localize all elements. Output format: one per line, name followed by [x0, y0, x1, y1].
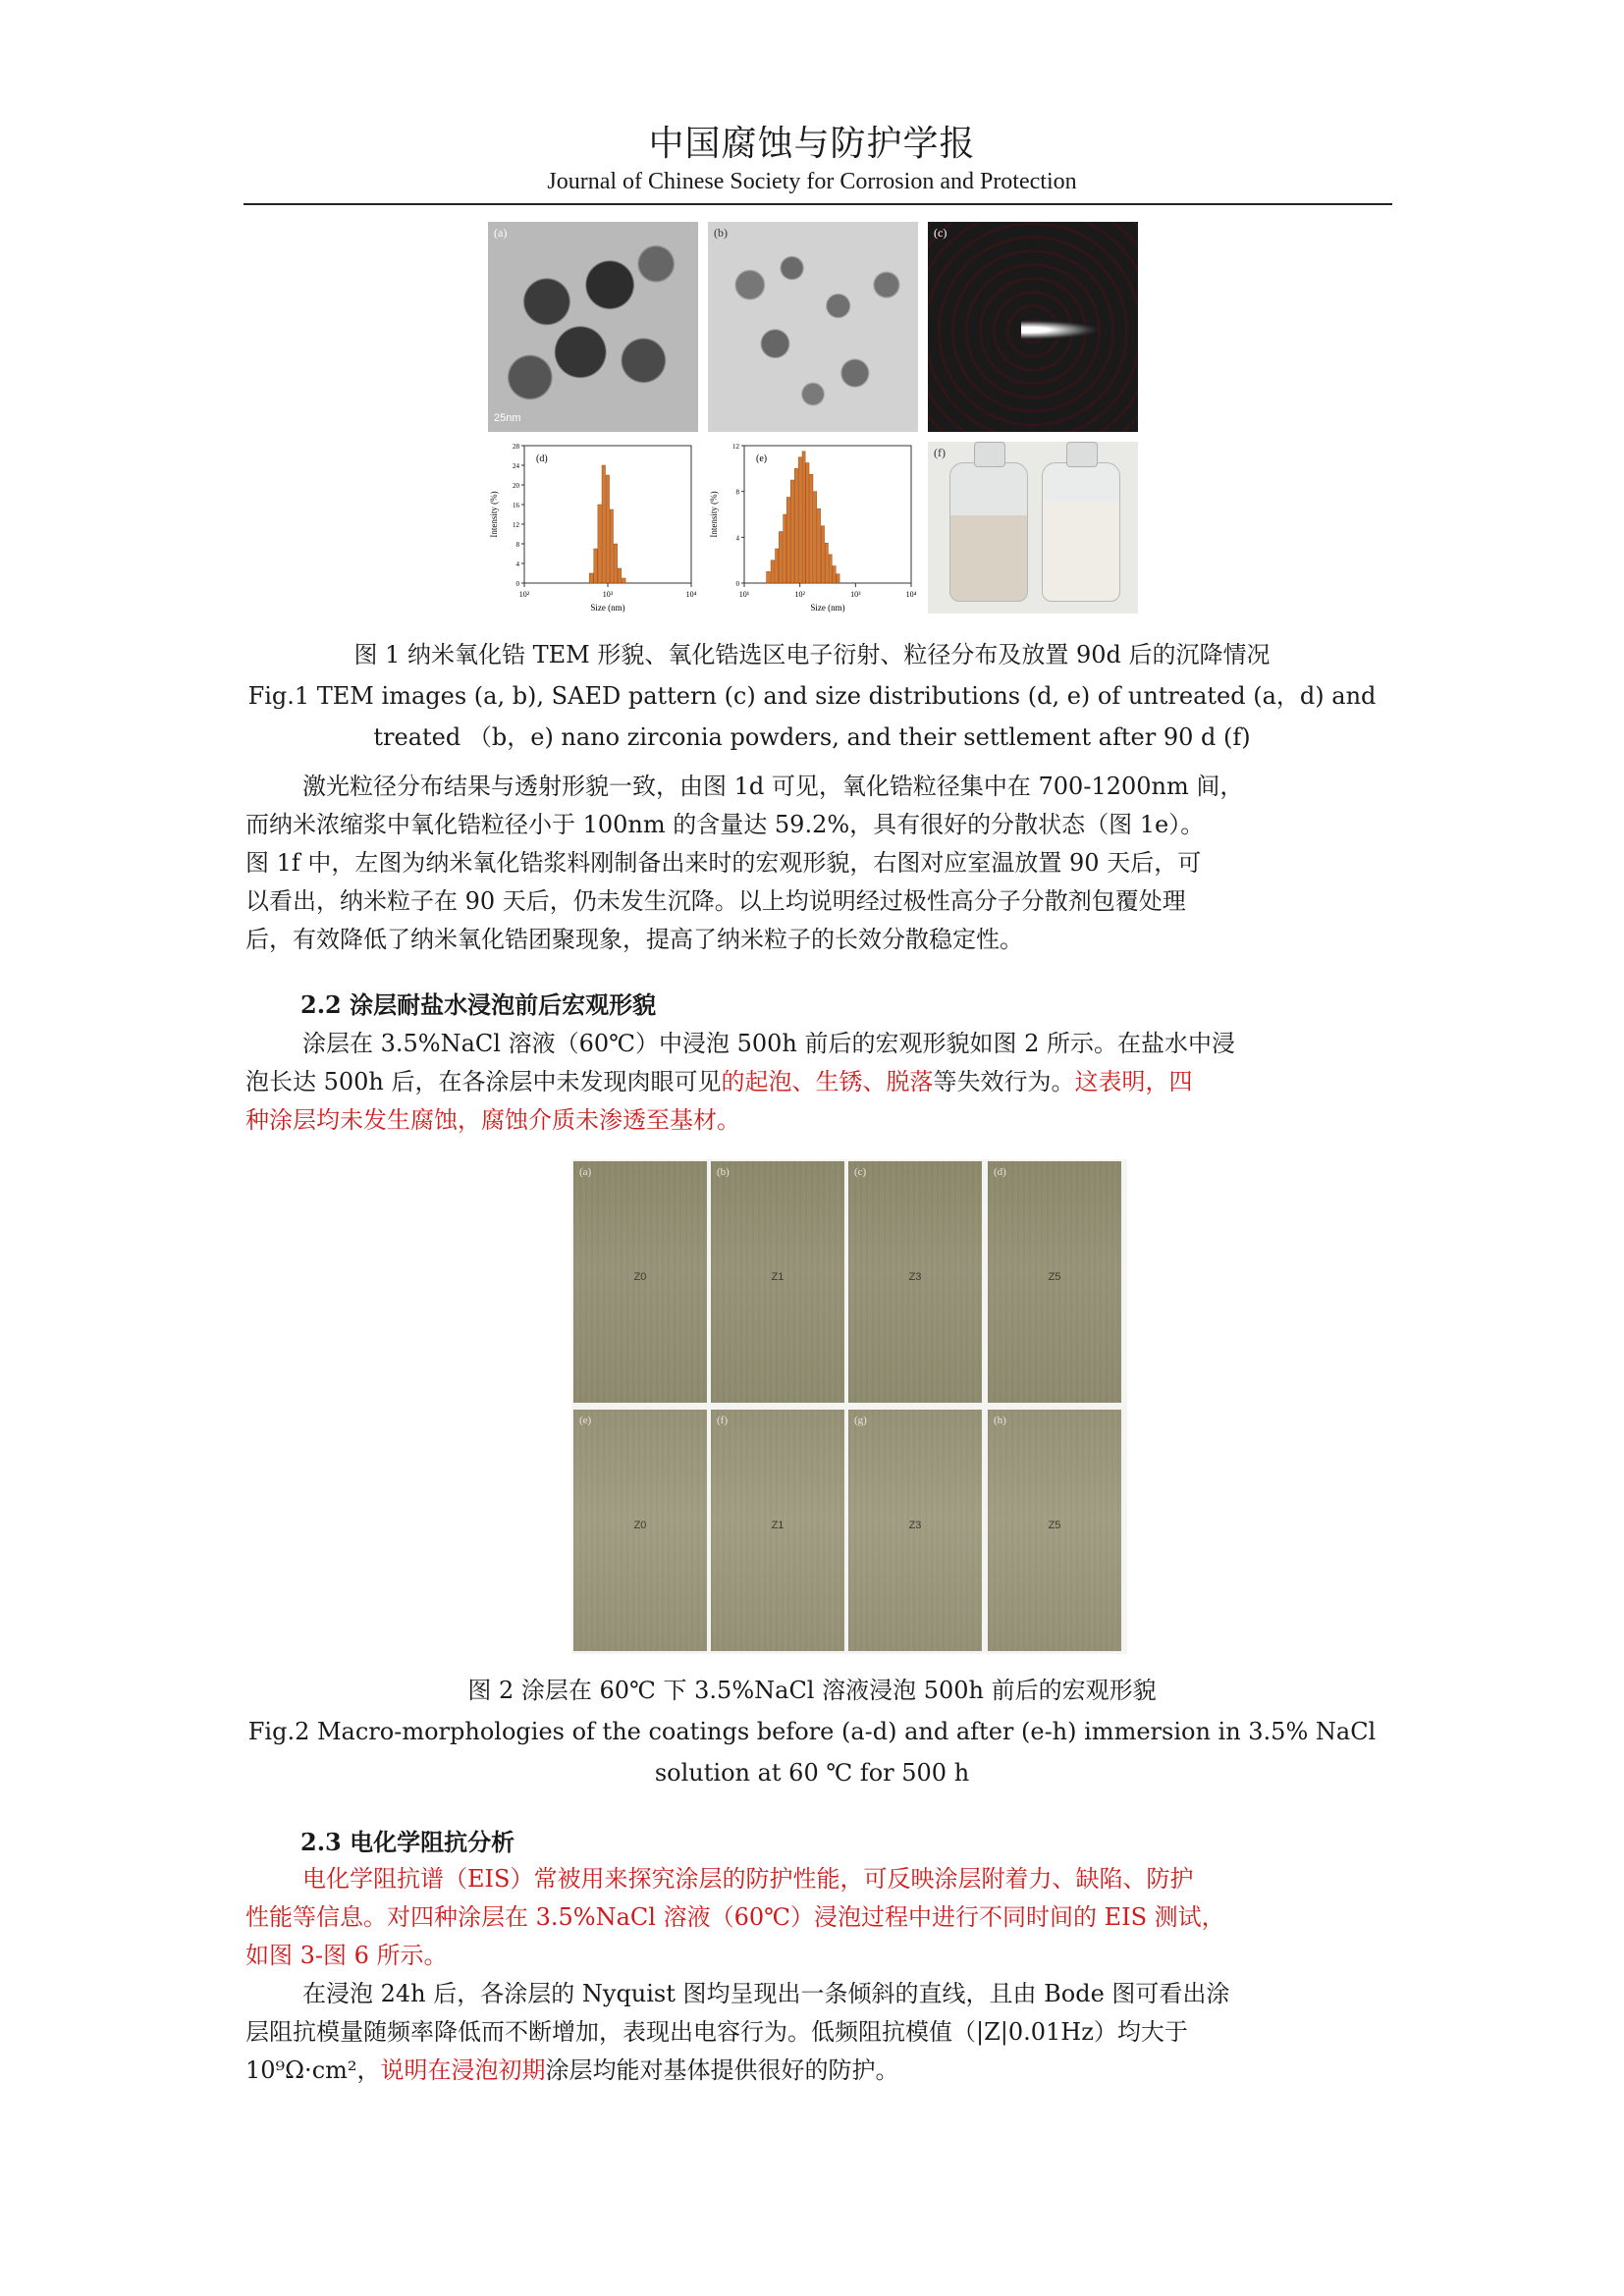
histogram-bar	[606, 475, 609, 583]
s22-highlight: 的起泡、生锈、脱落	[721, 1068, 934, 1095]
x-tick-label: 10⁴	[905, 590, 917, 599]
paragraph-macro-morphology	[245, 1025, 1388, 1140]
coating-panel-label: (c)	[854, 1166, 867, 1178]
x-tick-label: 10¹	[738, 590, 750, 599]
histogram-bar	[821, 526, 824, 583]
s23-line: 电化学阻抗谱（EIS）常被用来探究涂层的防护性能，可反映涂层附着力、缺陷、防护	[302, 1865, 1194, 1893]
coating-photo	[711, 1161, 844, 1403]
s22-highlight: 这表明，四	[1074, 1068, 1193, 1095]
paragraph-particle-size	[245, 768, 1388, 959]
panel-label-a: (a)	[494, 226, 508, 240]
y-tick-label: 4	[515, 561, 519, 568]
coating-photo	[848, 1410, 982, 1651]
chart-title-d: (d)	[536, 454, 548, 464]
histogram-bar	[784, 514, 786, 583]
histogram-bar	[610, 509, 613, 583]
figure1-caption-cn: 图 1 纳米氧化锆 TEM 形貌、氧化锆选区电子衍射、粒径分布及放置 90d 后的沉降情况	[353, 641, 1271, 668]
histogram-bar	[779, 532, 783, 584]
histogram-bar	[614, 544, 618, 583]
coating-sample-id: Z3	[908, 1271, 922, 1283]
x-tick-label: 10³	[850, 590, 861, 599]
histogram-bar	[810, 474, 813, 583]
x-tick-label: 10³	[602, 590, 614, 599]
coating-photo	[573, 1410, 707, 1651]
histogram-bar	[790, 480, 793, 583]
y-tick-label: 8	[515, 541, 519, 549]
histogram-bar	[767, 571, 771, 583]
histogram-bar	[802, 452, 805, 583]
y-tick-label: 8	[735, 488, 739, 497]
scale-bar-label: 25nm	[494, 412, 521, 424]
para1-line: 后，有效降低了纳米氧化锆团聚现象，提高了纳米粒子的长效分散稳定性。	[245, 926, 1023, 953]
histogram-bar	[794, 468, 797, 583]
s23-line: 性能等信息。对四种涂层在 3.5%NaCl 溶液（60℃）浸泡过程中进行不同时间的 EIS 测试，	[245, 1903, 1225, 1931]
x-tick-label: 10⁴	[685, 590, 697, 599]
s23-text: 10⁹Ω·cm²，	[245, 2056, 381, 2084]
histogram-bar	[806, 463, 809, 584]
s23-line: 如图 3-图 6 所示。	[245, 1942, 448, 1969]
s22-line: 涂层在 3.5%NaCl 溶液（60℃）中浸泡 500h 前后的宏观形貌如图 2 所示。在盐水中浸	[302, 1030, 1236, 1057]
coating-panel-label: (d)	[994, 1166, 1006, 1178]
coating-panel-label: (g)	[854, 1415, 867, 1426]
histogram-bar	[814, 492, 817, 583]
s23-line: 层阻抗模量随频率降低而不断增加，表现出电容行为。低频阻抗模值（|Z|0.01Hz）均大于	[245, 2018, 1188, 2046]
histogram-bar	[833, 566, 836, 584]
y-tick-label: 4	[735, 534, 739, 543]
figure2-caption-en-1: Fig.2 Macro-morphologies of the coatings before (a-d) and after (e-h) immersion in 3.5% NaCl	[247, 1718, 1377, 1745]
coating-panel-label: (a)	[579, 1166, 592, 1178]
figure1-caption-en-2: treated （b，e) nano zirconia powders, and their settlement after 90 d (f)	[373, 723, 1251, 751]
y-tick-label: 12	[513, 521, 519, 529]
coating-panel-label: (f)	[717, 1415, 728, 1426]
coating-sample-id: Z1	[771, 1520, 785, 1531]
figure1-caption-en-1: Fig.1 TEM images (a, b), SAED pattern (c) and size distributions (d, e) of untreated (a，d) and	[247, 682, 1377, 710]
s22-text: 等失效行为。	[933, 1068, 1075, 1095]
coating-photo	[573, 1161, 707, 1403]
histogram-bar	[798, 457, 801, 583]
y-tick-label: 12	[732, 443, 739, 451]
histogram-bar	[776, 549, 779, 583]
paragraph-eis-24h	[245, 1975, 1388, 2090]
header-rule	[244, 203, 1392, 205]
para1-line: 而纳米浓缩浆中氧化锆粒径小于 100nm 的含量达 59.2%，具有很好的分散状态（图 1e）。	[245, 811, 1205, 838]
s22-line	[245, 1063, 1388, 1101]
s22-line: 种涂层均未发生腐蚀，腐蚀介质未渗透至基材。	[245, 1106, 740, 1134]
y-axis-label-d: Intensity (%)	[489, 491, 499, 538]
coating-sample-id: Z0	[633, 1271, 647, 1283]
histogram-bar	[594, 549, 598, 583]
y-tick-label: 0	[515, 580, 519, 588]
para1-line: 激光粒径分布结果与透射形貌一致，由图 1d 可见，氧化锆粒径集中在 700-1200nm 间，	[302, 773, 1244, 800]
bottle-90-days	[1042, 462, 1120, 602]
coating-sample-id: Z0	[633, 1520, 647, 1531]
section-heading-2-2: 2.2 涂层耐盐水浸泡前后宏观形貌	[300, 990, 657, 1019]
coating-photo	[711, 1410, 844, 1651]
settlement-photo-f	[928, 442, 1138, 614]
panel-label-f: (f)	[934, 446, 946, 459]
panel-label-b: (b)	[714, 226, 728, 240]
coating-sample-id: Z5	[1048, 1520, 1061, 1531]
size-distribution-chart-d	[487, 440, 699, 616]
x-axis-label-e: Size (nm)	[810, 603, 845, 613]
tem-image-a	[488, 222, 698, 432]
coating-sample-id: Z1	[771, 1271, 785, 1283]
para1-line: 图 1f 中，左图为纳米氧化锆浆料刚制备出来时的宏观形貌，右图对应室温放置 90 天后，可	[245, 849, 1202, 877]
histogram-bar	[622, 578, 625, 583]
s23-text: 涂层均能对基体提供很好的防护。	[545, 2056, 899, 2084]
journal-title-cn: 中国腐蚀与防护学报	[648, 124, 976, 164]
x-axis-label-d: Size (nm)	[590, 603, 625, 613]
journal-title-en: Journal of Chinese Society for Corrosion and Protection	[547, 169, 1077, 194]
histogram-bar	[598, 505, 602, 583]
coating-sample-id: Z3	[908, 1520, 922, 1531]
saed-pattern-c	[928, 222, 1138, 432]
y-tick-label: 16	[513, 502, 519, 509]
s22-text: 泡长达 500h 后，在各涂层中未发现肉眼可见	[245, 1068, 722, 1095]
histogram-bar	[837, 574, 839, 583]
y-tick-label: 0	[735, 580, 739, 588]
figure2-caption-en-2: solution at 60 ℃ for 500 h	[654, 1759, 970, 1787]
histogram-bar	[829, 555, 832, 583]
histogram-bar	[771, 561, 775, 583]
x-tick-label: 10²	[794, 590, 805, 599]
x-tick-label: 10²	[518, 590, 530, 599]
bottle-fresh	[949, 462, 1028, 602]
y-axis-label-e: Intensity (%)	[709, 491, 719, 538]
figure2-caption-cn: 图 2 涂层在 60℃ 下 3.5%NaCl 溶液浸泡 500h 前后的宏观形貌	[467, 1677, 1157, 1704]
size-distribution-chart-e	[707, 440, 919, 616]
coating-panel-label: (b)	[717, 1166, 730, 1178]
y-tick-label: 20	[513, 482, 519, 490]
coating-photo	[848, 1161, 982, 1403]
chart-title-e: (e)	[756, 454, 768, 464]
beam-stop	[1021, 320, 1100, 340]
s23-line: 在浸泡 24h 后，各涂层的 Nyquist 图均呈现出一条倾斜的直线，且由 Bode 图可看出涂	[302, 1980, 1230, 2007]
coating-sample-id: Z5	[1048, 1271, 1061, 1283]
s23-highlight: 说明在浸泡初期	[380, 2056, 546, 2084]
s23-line	[245, 2052, 1388, 2090]
coating-panel-label: (e)	[579, 1415, 592, 1426]
tem-image-b	[708, 222, 918, 432]
histogram-bar	[618, 568, 622, 583]
section-heading-2-3: 2.3 电化学阻抗分析	[300, 1828, 515, 1856]
histogram-bar	[817, 508, 820, 583]
y-tick-label: 24	[513, 462, 519, 470]
paragraph-eis-intro	[245, 1860, 1388, 1975]
coating-photo	[988, 1410, 1121, 1651]
coating-photo	[988, 1161, 1121, 1403]
para1-line: 以看出，纳米粒子在 90 天后，仍未发生沉降。以上均说明经过极性高分子分散剂包覆处理	[245, 887, 1186, 915]
panel-label-c: (c)	[934, 226, 947, 240]
histogram-bar	[786, 498, 789, 584]
coating-panel-label: (h)	[994, 1415, 1006, 1426]
histogram-bar	[589, 573, 593, 583]
y-tick-label: 28	[513, 443, 519, 451]
histogram-bar	[602, 465, 606, 583]
histogram-bar	[825, 543, 828, 583]
